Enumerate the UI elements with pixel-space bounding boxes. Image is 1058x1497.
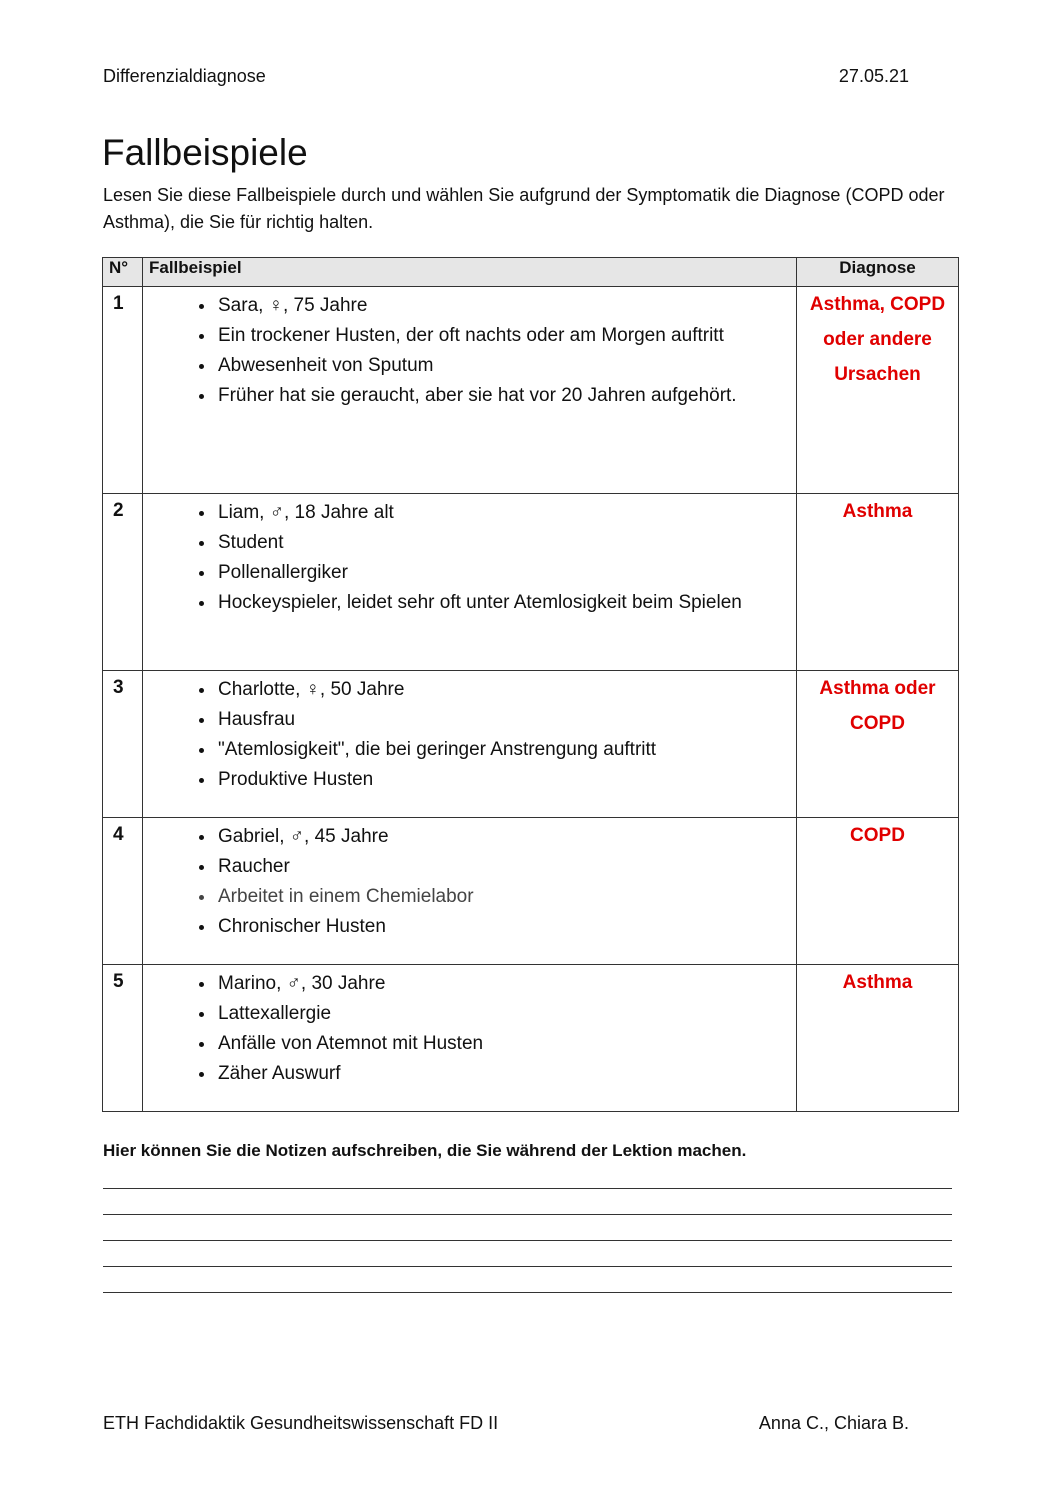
case-description bbox=[143, 818, 797, 965]
list-item: • Pollenallergiker bbox=[216, 558, 790, 587]
intro-text: Lesen Sie diese Fallbeispiele durch und wählen Sie aufgrund der Symptomatik die Diagnose (COPD oder Asthma), die Sie für richtig halten. bbox=[103, 185, 945, 232]
case-list bbox=[143, 822, 790, 941]
table-row bbox=[103, 287, 959, 494]
list-item: • "Atemlosigkeit", die bei geringer Anstrengung auftritt bbox=[216, 735, 790, 764]
footer-course: ETH Fachdidaktik Gesundheitswissenschaft FD II bbox=[103, 1413, 499, 1433]
page-footer bbox=[103, 1413, 909, 1434]
page-title: Fallbeispiele bbox=[102, 132, 308, 173]
list-item: • Sara, ♀, 75 Jahre bbox=[216, 291, 790, 320]
list-item: • Früher hat sie geraucht, aber sie hat vor 20 Jahren aufgehört. bbox=[216, 381, 790, 410]
case-number: 2 bbox=[103, 494, 143, 671]
case-diagnosis: Asthma, COPD oder andere Ursachen bbox=[797, 287, 959, 494]
case-description bbox=[143, 965, 797, 1112]
list-item: • Ein trockener Husten, der oft nachts oder am Morgen auftritt bbox=[216, 321, 790, 350]
case-list bbox=[143, 498, 790, 617]
case-number: 5 bbox=[103, 965, 143, 1112]
list-item: • Charlotte, ♀, 50 Jahre bbox=[216, 675, 790, 704]
list-item: • Hockeyspieler, leidet sehr oft unter Atemlosigkeit beim Spielen bbox=[216, 588, 790, 617]
case-description bbox=[143, 671, 797, 818]
case-diagnosis: COPD bbox=[797, 818, 959, 965]
note-line bbox=[103, 1188, 952, 1189]
case-number: 1 bbox=[103, 287, 143, 494]
list-item: • Liam, ♂, 18 Jahre alt bbox=[216, 498, 790, 527]
table-header-row bbox=[103, 258, 959, 287]
case-list bbox=[143, 675, 790, 794]
table-row bbox=[103, 965, 959, 1112]
case-diagnosis: Asthma bbox=[797, 965, 959, 1112]
col-header-diagnosis: Diagnose bbox=[797, 258, 959, 287]
list-item: • Student bbox=[216, 528, 790, 557]
case-table bbox=[102, 257, 959, 1112]
list-item: • Abwesenheit von Sputum bbox=[216, 351, 790, 380]
list-item: • Marino, ♂, 30 Jahre bbox=[216, 969, 790, 998]
list-item: • Produktive Husten bbox=[216, 765, 790, 794]
header-date: 27.05.21 bbox=[838, 66, 909, 86]
case-number: 4 bbox=[103, 818, 143, 965]
list-item: • Anfälle von Atemnot mit Husten bbox=[216, 1029, 790, 1058]
list-item: • Chronischer Husten bbox=[216, 912, 790, 941]
list-item: • Zäher Auswurf bbox=[216, 1059, 790, 1088]
case-diagnosis: Asthma bbox=[797, 494, 959, 671]
list-item: • Lattexallergie bbox=[216, 999, 790, 1028]
col-header-case: Fallbeispiel bbox=[143, 258, 797, 287]
case-description bbox=[143, 287, 797, 494]
table-row bbox=[103, 818, 959, 965]
note-line bbox=[103, 1214, 952, 1215]
list-item: • Hausfrau bbox=[216, 705, 790, 734]
case-list bbox=[143, 291, 790, 410]
case-description bbox=[143, 494, 797, 671]
list-item: • Arbeitet in einem Chemielabor bbox=[216, 882, 790, 911]
note-line bbox=[103, 1292, 952, 1293]
note-line bbox=[103, 1240, 952, 1241]
header-topic: Differenzialdiagnose bbox=[103, 66, 266, 86]
footer-authors: Anna C., Chiara B. bbox=[758, 1413, 909, 1433]
table-row bbox=[103, 671, 959, 818]
list-item: • Raucher bbox=[216, 852, 790, 881]
case-number: 3 bbox=[103, 671, 143, 818]
note-line bbox=[103, 1266, 952, 1267]
notes-title: Hier können Sie die Notizen aufschreiben, die Sie während der Lektion machen. bbox=[103, 1141, 747, 1160]
col-header-num: N° bbox=[103, 258, 143, 287]
case-diagnosis: Asthma oder COPD bbox=[797, 671, 959, 818]
page-header bbox=[103, 66, 909, 87]
table-row bbox=[103, 494, 959, 671]
list-item: • Gabriel, ♂, 45 Jahre bbox=[216, 822, 790, 851]
case-list bbox=[143, 969, 790, 1088]
